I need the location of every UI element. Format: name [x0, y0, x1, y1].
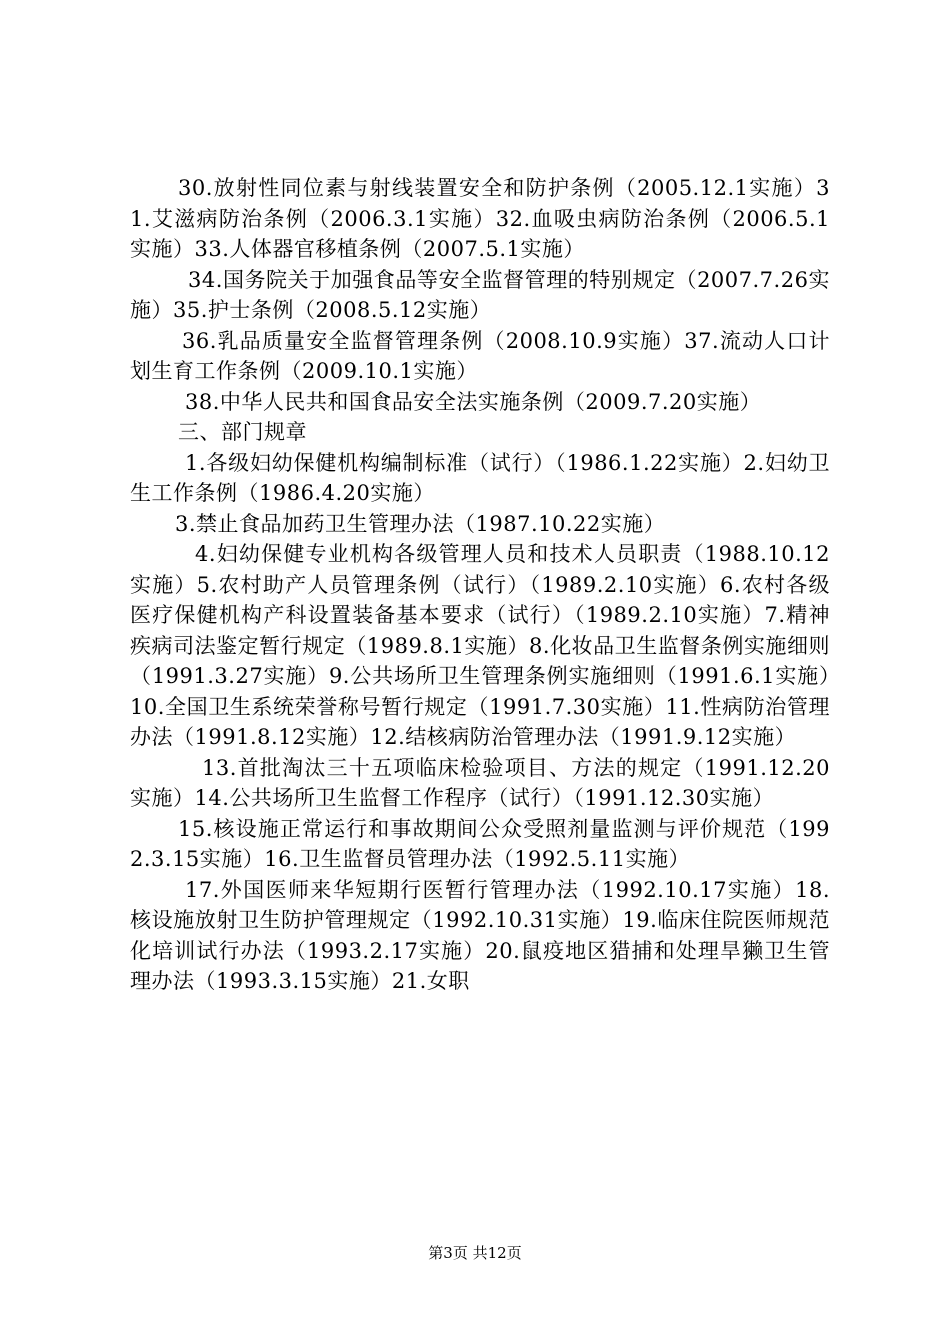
paragraph-rules-4-12: 4.妇幼保健专业机构各级管理人员和技术人员职责（1988.10.12实施）5.农村助产人员管理条例（试行）（1989.2.10实施）6.农村各级医疗保健机构产科设置装备基本要求（试行）（1989.2.10实施）7.精神疾病司法鉴定暂行规定（1989.8.1实施）8.化妆品卫生监督条例实施细则（1991.3.27实施）9.公共场所卫生管理条例实施细则（1991.6.1实施）10.全国卫生系统荣誉称号暂行规定（1991.7.30实施）11.性病防治管理办法（1991.8.12实施）12.结核病防治管理办法（1991.9.12实施） — [130, 542, 830, 749]
paragraph-regulation-38: 38.中华人民共和国食品安全法实施条例（2009.7.20实施） — [185, 389, 762, 414]
paragraph-rules-13-14: 13.首批淘汰三十五项临床检验项目、方法的规定（1991.12.20实施）14.公共场所卫生监督工作程序（试行）（1991.12.30实施） — [130, 755, 830, 810]
paragraph-rules-17-21: 17.外国医师来华短期行医暂行管理办法（1992.10.17实施）18.核设施放射卫生防护管理规定（1992.10.31实施）19.临床住院医师规范化培训试行办法（1993.2.17实施）20.鼠疫地区猎捕和处理旱獭卫生管理办法（1993.3.15实施）21.女职 — [130, 877, 830, 993]
paragraph-regulations-30-33: 30.放射性同位素与射线装置安全和防护条例（2005.12.1实施）31.艾滋病防治条例（2006.3.1实施）32.血吸虫病防治条例（2006.5.1实施）33.人体器官移植条例（2007.5.1实施） — [130, 176, 830, 261]
paragraph-regulations-36-37: 36.乳品质量安全监督管理条例（2008.10.9实施）37.流动人口计划生育工作条例（2009.10.1实施） — [130, 328, 830, 383]
paragraph-regulations-34-35: 34.国务院关于加强食品等安全监督管理的特别规定（2007.7.26实施）35.护士条例（2008.5.12实施） — [130, 267, 830, 322]
paragraph-rules-1-2: 1.各级妇幼保健机构编制标准（试行）（1986.1.22实施）2.妇幼卫生工作条例（1986.4.20实施） — [130, 450, 830, 505]
page-number-footer: 第3页 共12页 — [428, 1244, 522, 1262]
section-heading-department-rules: 三、部门规章 — [178, 420, 307, 444]
document-body — [130, 173, 830, 997]
paragraph-rule-3: 3.禁止食品加药卫生管理办法（1987.10.22实施） — [175, 511, 666, 536]
paragraph-rules-15-16: 15.核设施正常运行和事故期间公众受照剂量监测与评价规范（1992.3.15实施）16.卫生监督员管理办法（1992.5.11实施） — [130, 816, 830, 871]
